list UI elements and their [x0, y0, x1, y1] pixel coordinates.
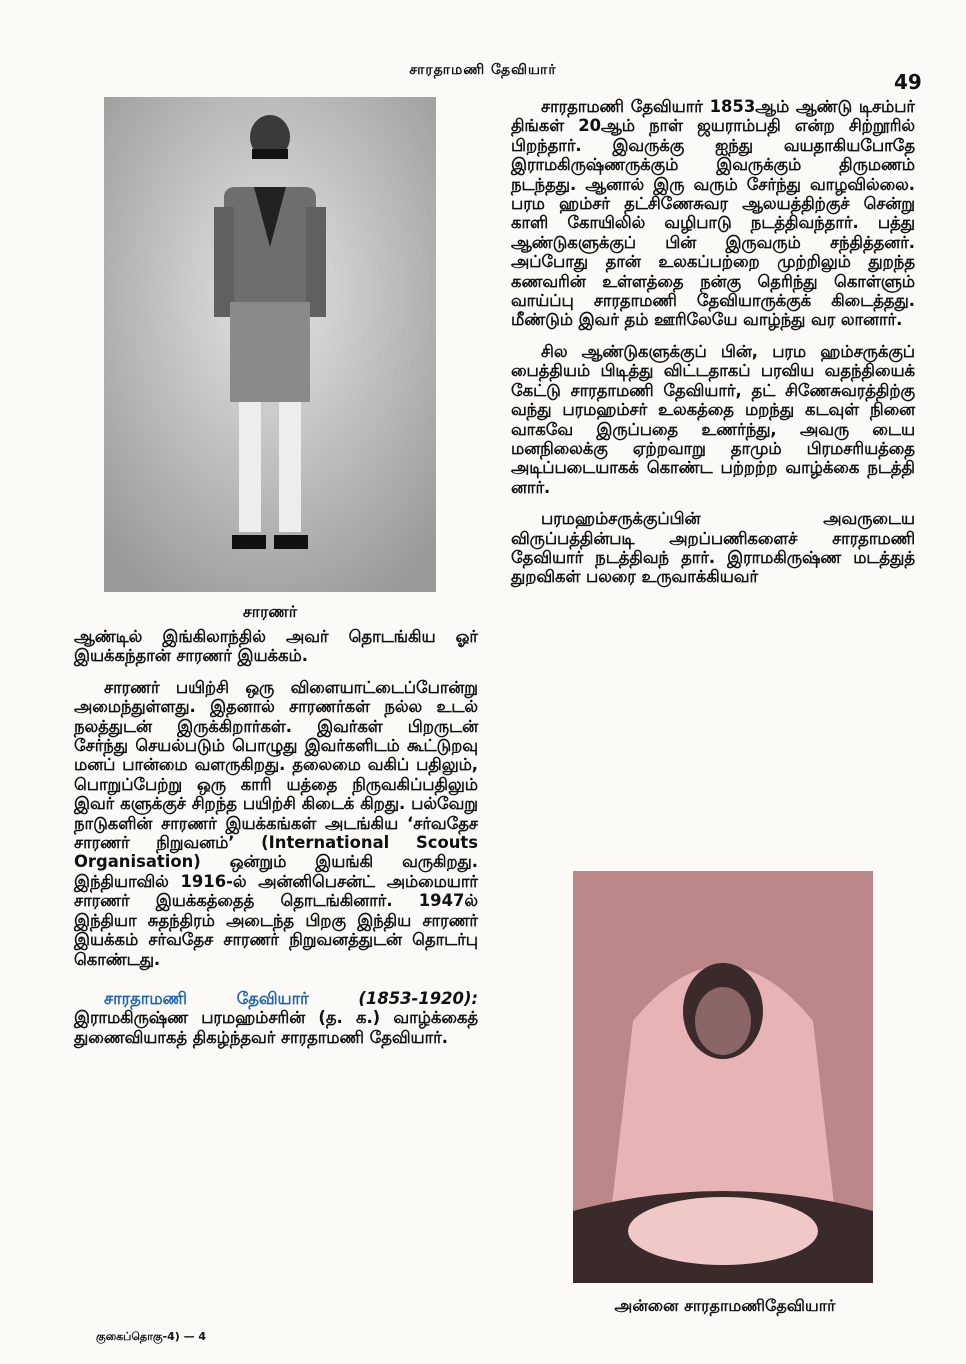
page-number: 49 [894, 70, 922, 94]
running-title: சாரதாமணி தேவியார் [409, 62, 557, 78]
scout-photo [104, 97, 436, 592]
entry-text: இராமகிருஷ்ண பரமஹம்சரின் (த. க.) வாழ்க்கைத் துணைவியாகத் திகழ்ந்தவர் சாரதாமணி தேவியார். [74, 1008, 478, 1047]
sarada-devi-photo [573, 871, 873, 1283]
left-column [74, 627, 478, 1059]
entry-heading: சாரதாமணி தேவியார் [104, 988, 309, 1008]
left-paragraph: ஆண்டில் இங்கிலாந்தில் அவர் தொடங்கிய ஓர் இயக்கந்தான் சாரணர் இயக்கம். [74, 627, 478, 666]
right-paragraph: சாரதாமணி தேவியார் 1853ஆம் ஆண்டு டிசம்பர் திங்கள் 20ஆம் நாள் ஜயராம்பதி என்ற சிற்றூரில் பிறந்தார். இவருக்கு ஐந்து வயதாகியபோதே இராமகிருஷ்ணருக்கும் இவருக்கும் திருமணம் நடந்தது. ஆனால் இரு வரும் சேர்ந்து வாழவில்லை. பரம ஹம்சர் தட்சிணேசுவர ஆலயத்திற்குச் சென்று காளி கோயிலில் வழிபாடு நடத்திவந்தார். பத்து ஆண்டுகளுக்குப் பின் இருவரும் சந்தித்தனர். அப்போது தான் உலகப்பற்றை முற்றிலும் துறந்த கணவரின் உள்ளத்தை நன்கு தெரிந்து கொள்ளும் வாய்ப்பு சாரதாமணி தேவியாருக்குக் கிடைத்தது. மீண்டும் இவர் தம் ஊரிலேயே வாழ்ந்து வர லானார். [511, 97, 915, 330]
right-paragraph: சில ஆண்டுகளுக்குப் பின், பரம ஹம்சருக்குப் பைத்தியம் பிடித்து விட்டதாகப் பரவிய வதந்தியைக் கேட்டு சாரதாமணி தேவியார், தட் சிணேசுவரத்திற்கு வந்து பரமஹம்சர் உலகத்தை மறந்து கடவுள் நினை வாகவே இருப்பதை உணர்ந்து, அவரு டைய மனநிலைக்கு ஏற்றவாறு தாமும் பிரமசரியத்தை அடிப்படையாகக் கொண்ட பற்றற்ற வாழ்க்கை நடத்தி னார். [511, 341, 915, 497]
footer-signature: குகைப்தொகு-4) — 4 [96, 1330, 207, 1343]
entry-years: (1853-1920): [358, 988, 478, 1008]
left-paragraph: சாரணர் பயிற்சி ஒரு விளையாட்டைப்போன்று அமைந்துள்ளது. இதனால் சாரணர்கள் நல்ல உடல் நலத்துடன் இருக்கிறார்கள். இவர்கள் பிறருடன் சேர்ந்து செயல்படும் பொழுது இவர்களிடம் கூட்டுறவு மனப் பான்மை வளருகிறது. தலைமை வகிப் பதிலும், பொறுப்பேற்று ஒரு காரி யத்தை நிருவகிப்பதிலும் இவர் களுக்குச் சிறந்த பயிற்சி கிடைக் கிறது. பல்வேறு நாடுகளின் சாரணர் இயக்கங்கள் அடங்கிய ‘சர்வதேச சாரணர் நிறுவனம்’ (International Scouts Organisation) ஒன்றும் இயங்கி வருகிறது. இந்தியாவில் 1916-ல் அன்னிபெசன்ட் அம்மையார் சாரணர் இயக்கத்தைத் தொடங்கினார். 1947ல் இந்தியா சுதந்திரம் அடைந்த பிறகு இந்திய சாரணர் இயக்கம் சர்வதேச சாரணர் நிறுவனத்துடன் தொடர்பு கொண்டது. [74, 677, 478, 969]
right-column [511, 97, 915, 599]
sarada-devi-caption: அன்னை சாரதாமணிதேவியார் [614, 1296, 836, 1315]
encyclopedia-entry [74, 989, 478, 1047]
scout-photo-caption: சாரணர் [242, 602, 298, 621]
right-paragraph: பரமஹம்சருக்குப்பின் அவருடைய விருப்பத்தின்படி அறப்பணிகளைச் சாரதாமணி தேவியார் நடத்திவந் தார். இராமகிருஷ்ண மடத்துத் துறவிகள் பலரை உருவாக்கியவர் [511, 509, 915, 587]
